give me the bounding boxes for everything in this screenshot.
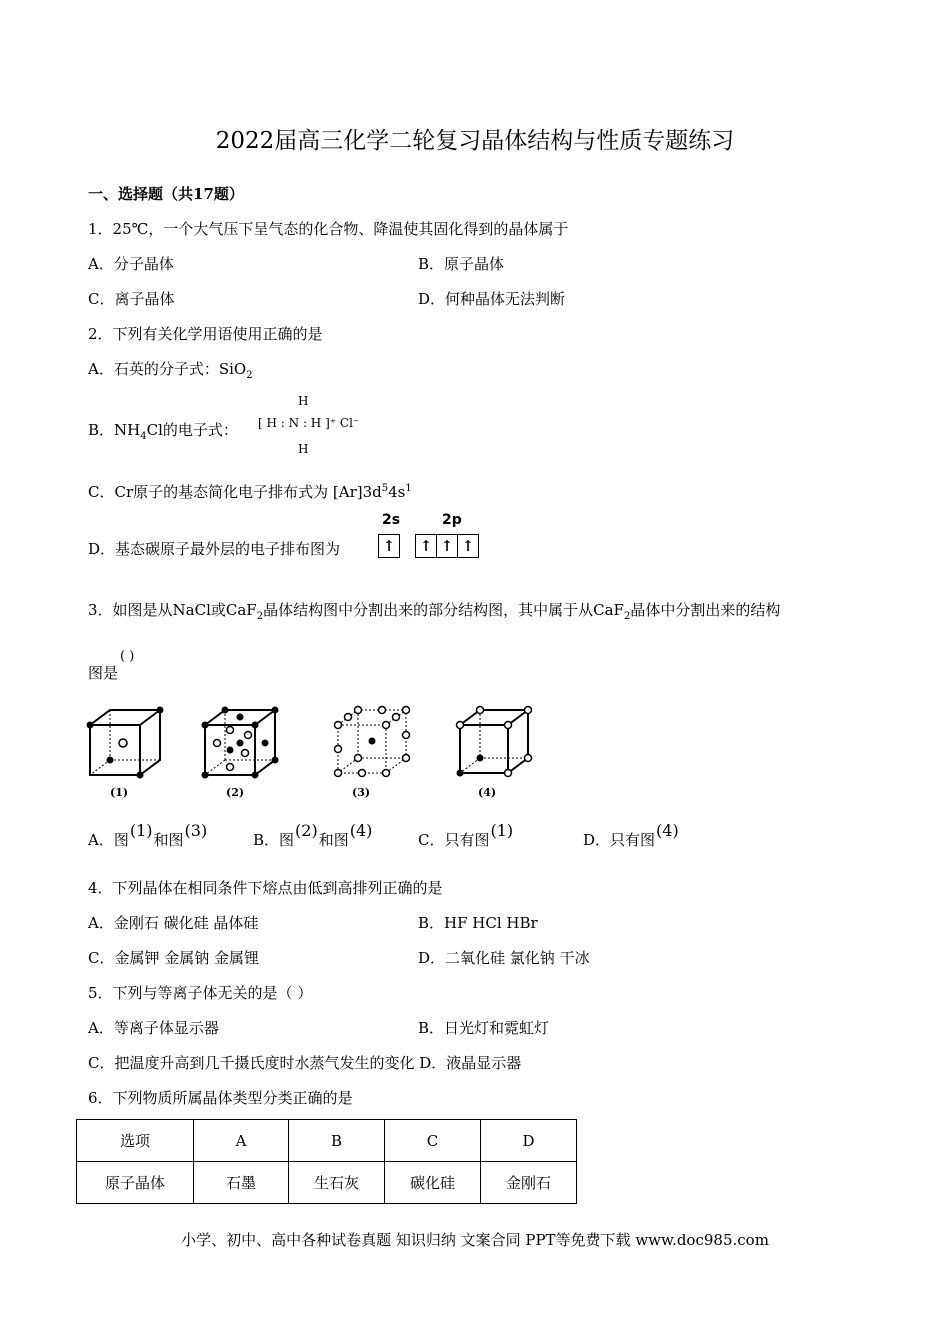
q1-option-b: B．原子晶体 [418,255,505,273]
electron-formula-top-h: H [298,394,309,408]
q2-c-mid: 4s [388,483,406,501]
q3-option-c [418,821,514,850]
q3-a-prefix: A．图 [88,831,129,849]
table-cell: 碳化硅 [385,1162,481,1204]
q3-option-a [88,821,208,850]
q6-stem: 6．下列物质所属晶体类型分类正确的是 [88,1089,353,1107]
q3-stem-pre: 3．如图是从NaCl或CaF [88,601,257,619]
q2-a-sub: 2 [246,370,253,381]
q1-stem: 1．25℃，一个大气压下呈气态的化合物、降温使其固化得到的晶体属于 [88,220,569,238]
figure-caption-2: (2) [226,786,245,799]
q2-c-text: C．Cr原子的基态简化电子排布式为 [Ar]3d [88,483,382,501]
q5-option-a: A．等离子体显示器 [88,1019,219,1037]
q2-a-text: A．石英的分子式：SiO [88,360,247,378]
table-row [77,1162,577,1204]
q2-option-d: D．基态碳原子最外层的电子排布图为 [88,540,341,558]
q3-option-b [253,821,373,850]
q4-stem: 4．下列晶体在相同条件下熔点由低到高排列正确的是 [88,879,443,897]
arrow-up-icon: ↑ [415,534,437,558]
q3-option-d [583,821,680,850]
table-header-row [77,1120,577,1162]
q4-option-d: D．二氧化硅 氯化钠 干冰 [418,949,590,967]
crystal-cube-1 [85,705,175,795]
q2-b-pre: B．NH [88,421,141,439]
page-footer: 小学、初中、高中各种试卷真题 知识归纳 文案合同 PPT等免费下载 www.doc985.com [181,1231,769,1249]
q4-option-b: B．HF HCl HBr [418,914,538,932]
table-cell: B [289,1120,385,1162]
page-title: 2022届高三化学二轮复习晶体结构与性质专题练习 [215,128,735,154]
q3-b-mid: 和图 [318,831,349,849]
q2-b-post: Cl的电子式： [146,421,238,439]
q3-stem [88,600,780,627]
q3-c-fig: (1) [490,821,514,840]
q4-option-c: C．金属钾 金属钠 金属锂 [88,949,260,967]
q3-d-prefix: D．只有图 [583,831,656,849]
table-cell: D [481,1120,577,1162]
table-cell: 生石灰 [289,1162,385,1204]
figure-caption-4: (4) [478,786,497,799]
arrow-up-icon: ↑ [378,534,400,558]
crystal-cube-2 [200,705,290,795]
arrow-up-icon: ↑ [437,534,458,558]
section-heading: 一、选择题（共17题） [88,185,244,203]
q3-stem-mid: 晶体结构图中分割出来的部分结构图，其中属于从CaF [263,601,624,619]
q5-option-b: B．日光灯和霓虹灯 [418,1019,550,1037]
q3-stem-post: 晶体中分割出来的结构 [630,601,781,619]
electron-formula-bottom-h: H [298,442,309,456]
q5-stem: 5．下列与等离子体无关的是（ ） [88,984,313,1002]
q1-option-a: A．分子晶体 [88,255,174,273]
q6-table [76,1119,577,1204]
q2-option-a [88,359,253,386]
q2-c-sup2: 1 [405,483,412,494]
q2-c-sup1: 5 [381,483,389,494]
crystal-cube-4 [450,705,540,795]
table-cell: 石墨 [194,1162,289,1204]
arrow-up-icon: ↑ [458,534,479,558]
q3-c-prefix: C．只有图 [418,831,490,849]
q3-stem-line2: 图是 [88,664,119,682]
q4-option-a: A．金刚石 碳化硅 晶体硅 [88,914,259,932]
q3-a-mid: 和图 [153,831,184,849]
q1-option-d: D．何种晶体无法判断 [418,290,566,308]
crystal-cube-3 [330,705,420,795]
q3-stem-sub: 2 [256,611,264,622]
q5-option-cd: C．把温度升高到几千摄氏度时水蒸气发生的变化 D．液晶显示器 [88,1054,522,1072]
table-cell: C [385,1120,481,1162]
figure-caption-3: (3) [352,786,371,799]
orbital-2s-box [378,534,400,558]
q3-b-fig1: (2) [295,821,318,840]
table-cell: A [194,1120,289,1162]
table-cell: 原子晶体 [77,1162,194,1204]
q3-d-fig: (4) [656,821,679,840]
table-cell: 金刚石 [481,1162,577,1204]
table-cell: 选项 [77,1120,194,1162]
q3-stem-sub2: 2 [623,611,631,622]
figure-caption-1: (1) [110,786,129,799]
q3-answer-paren: ( ) [120,649,135,664]
electron-formula: [ H : N : H ]⁺ Cl⁻ [258,416,360,430]
q3-b-prefix: B．图 [253,831,295,849]
orbital-2p-boxes [415,534,479,558]
q2-stem: 2．下列有关化学用语使用正确的是 [88,325,323,343]
q1-option-c: C．离子晶体 [88,290,175,308]
label-2p: 2p [442,512,462,528]
q2-option-b [88,420,238,447]
q2-option-c [88,479,412,502]
q3-a-fig1: (1) [129,821,153,840]
label-2s: 2s [382,512,401,528]
q3-b-fig2: (4) [349,821,373,840]
q2-b-sub: 4 [140,431,147,442]
q3-a-fig2: (3) [184,821,208,840]
